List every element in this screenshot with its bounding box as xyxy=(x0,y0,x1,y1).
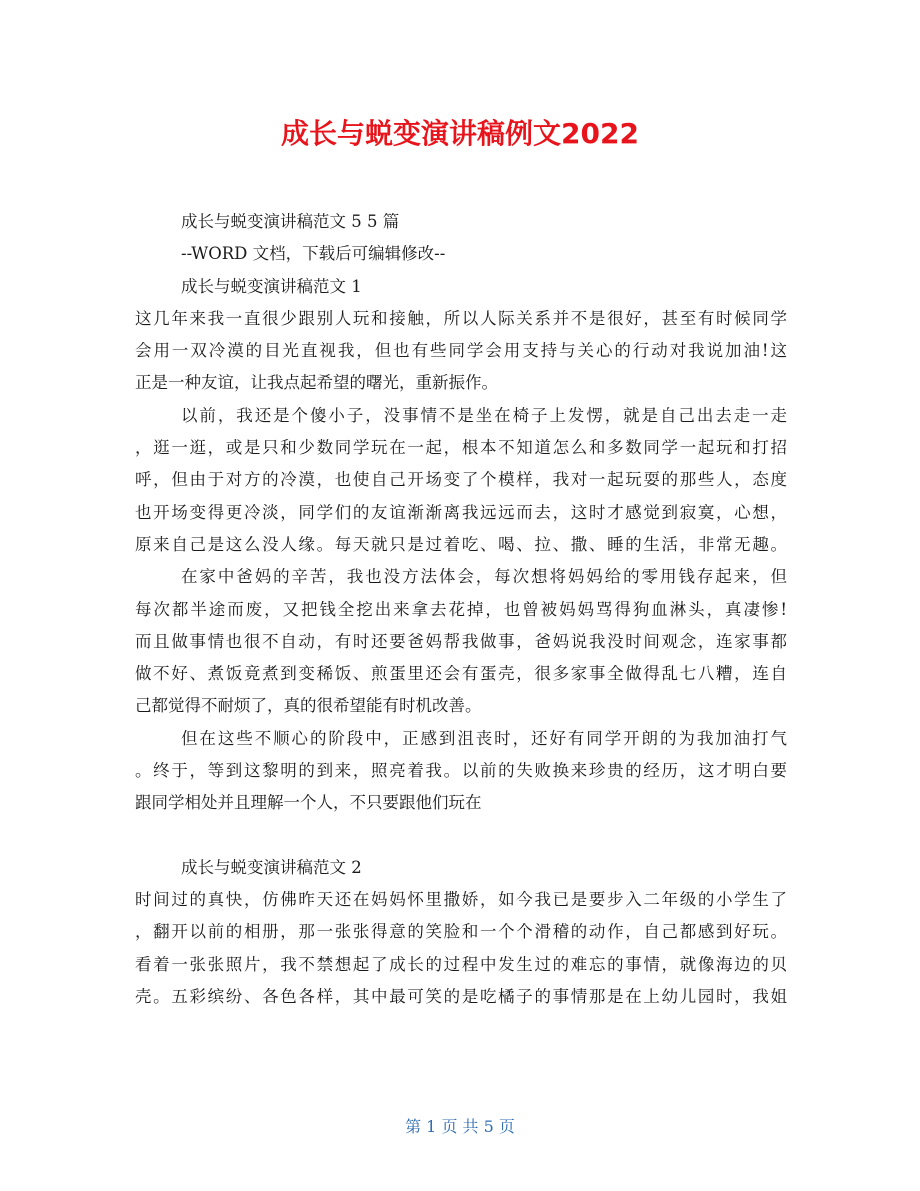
paragraph-line: ，翻开以前的相册，那一张张得意的笑脸和一个个滑稽的动作，自己都感到好玩。 xyxy=(135,922,787,942)
intro-line: --WORD 文档，下载后可编辑修改-- xyxy=(181,244,446,264)
paragraph-line: 每次都半途而废，又把钱全挖出来拿去花掉，也曾被妈妈骂得狗血淋头，真凄惨! xyxy=(135,599,787,619)
paragraph-line: 。终于，等到这黎明的到来，照亮着我。以前的失败换来珍贵的经历，这才明白要 xyxy=(135,761,787,781)
document-body xyxy=(135,206,787,1013)
paragraph-line: 在家中爸妈的辛苦，我也没方法体会，每次想将妈妈给的零用钱存起来，但 xyxy=(181,567,787,587)
paragraph-line: 但在这些不顺心的阶段中，正感到沮丧时，还好有同学开朗的为我加油打气 xyxy=(181,728,787,748)
paragraph-line: 会用一双冷漠的目光直视我，但也有些同学会用支持与关心的行动对我说加油!这 xyxy=(135,341,787,361)
section-gap xyxy=(135,820,787,852)
paragraph-line: 原来自己是这么没人缘。每天就只是过着吃、喝、拉、撒、睡的生活，非常无趣。 xyxy=(135,534,787,554)
paragraph-line: 以前，我还是个傻小子，没事情不是坐在椅子上发愣，就是自己出去走一走 xyxy=(181,405,787,425)
paragraph-line: 跟同学相处并且理解一个人，不只要跟他们玩在 xyxy=(135,793,482,813)
page-number-footer: 第 1 页 共 5 页 xyxy=(405,1117,515,1136)
paragraph-line: 壳。五彩缤纷、各色各样，其中最可笑的是吃橘子的事情那是在上幼儿园时，我姐 xyxy=(135,986,787,1006)
paragraph-line: 看着一张张照片，我不禁想起了成长的过程中发生过的难忘的事情，就像海边的贝 xyxy=(135,954,787,974)
paragraph-line: 呼，但由于对方的冷漠，也使自己开场变了个模样，我对一起玩耍的那些人，态度 xyxy=(135,470,787,490)
paragraph-line: 正是一种友谊，让我点起希望的曙光，重新振作。 xyxy=(135,373,498,393)
paragraph-line: 己都觉得不耐烦了，真的很希望能有时机改善。 xyxy=(135,696,482,716)
paragraph-line: 而且做事情也很不自动，有时还要爸妈帮我做事，爸妈说我没时间观念，连家事都 xyxy=(135,631,787,651)
section-heading: 成长与蜕变演讲稿范文 1 xyxy=(181,276,362,296)
paragraph-line: 做不好、煮饭竟煮到变稀饭、煎蛋里还会有蛋壳，很多家事全做得乱七八糟，连自 xyxy=(135,664,787,684)
paragraph-line: 时间过的真快，仿佛昨天还在妈妈怀里撒娇，如今我已是要步入二年级的小学生了 xyxy=(135,889,787,909)
paragraph-line: 也开场变得更冷淡，同学们的友谊渐渐离我远远而去，这时才感觉到寂寞，心想， xyxy=(135,502,787,522)
paragraph-line: 这几年来我一直很少跟别人玩和接触，所以人际关系并不是很好，甚至有时候同学 xyxy=(135,308,787,328)
section-heading: 成长与蜕变演讲稿范文 2 xyxy=(181,857,362,877)
intro-line: 成长与蜕变演讲稿范文 5 5 篇 xyxy=(181,212,400,231)
page-title: 成长与蜕变演讲稿例文2022 xyxy=(281,117,639,150)
paragraph-line: ，逛一逛，或是只和少数同学玩在一起，根本不知道怎么和多数同学一起玩和打招 xyxy=(135,438,787,458)
